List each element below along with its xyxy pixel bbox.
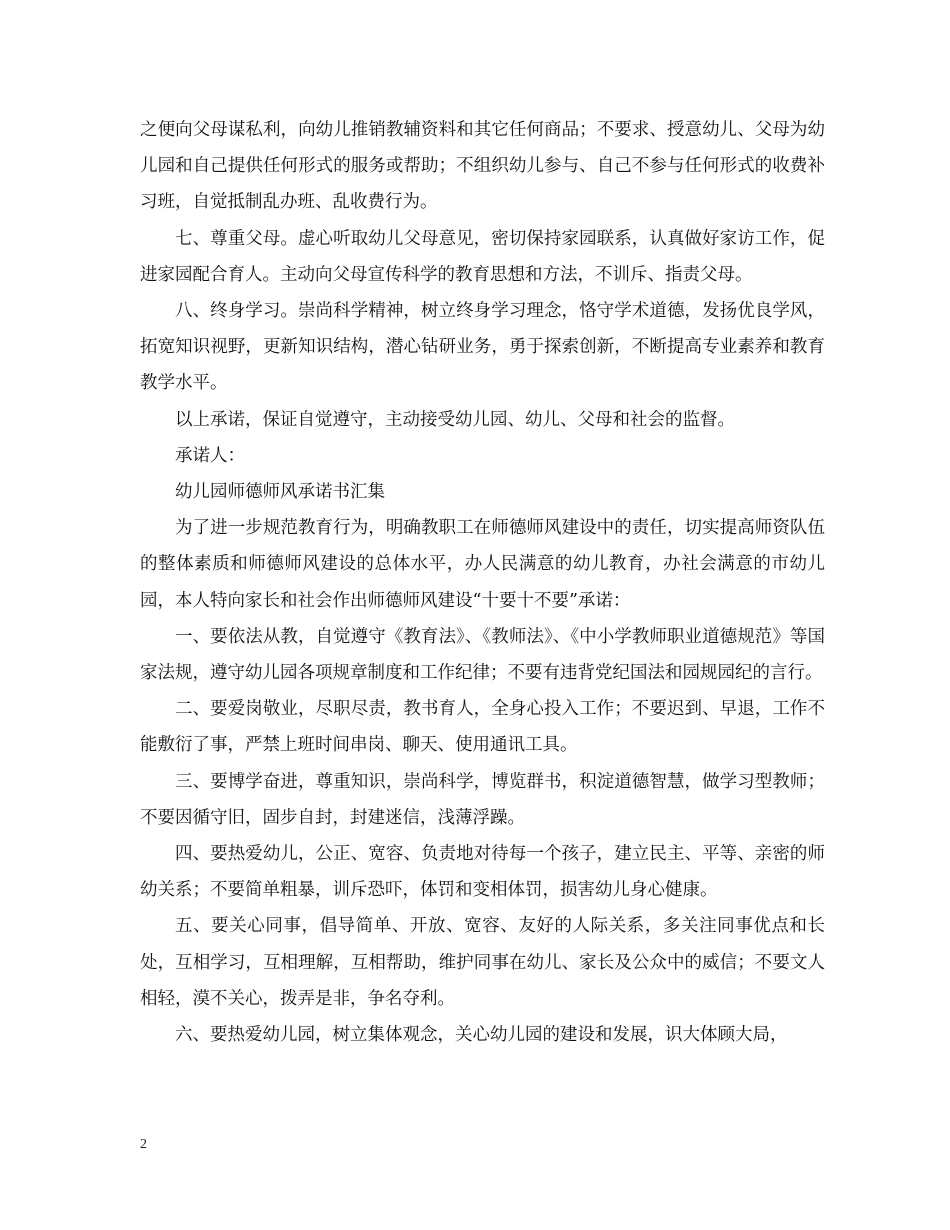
page-number: 2 <box>140 1137 147 1152</box>
paragraph: 一、要依法从教，自觉遵守《教育法》、《教师法》、《中小学教师职业道德规范》等国家法规，遵守幼儿园各项规章制度和工作纪律；不要有违背党纪国法和园规园纪的言行。 <box>140 626 825 684</box>
paragraph: 之便向父母谋私利，向幼儿推销教辅资料和其它任何商品；不要求、授意幼儿、父母为幼儿园和自己提供任何形式的服务或帮助；不组织幼儿参与、自己不参与任何形式的收费补习班，自觉抵制乱办班、乱收费行为。 <box>140 120 825 213</box>
document-body <box>140 112 825 1053</box>
paragraph: 承诺人： <box>175 445 245 466</box>
paragraph: 七、尊重父母。虚心听取幼儿父母意见，密切保持家园联系，认真做好家访工作，促进家园配合育人。主动向父母宣传科学的教育思想和方法，不训斥、指责父母。 <box>140 228 825 285</box>
paragraph: 幼儿园师德师风承诺书汇集 <box>175 482 385 503</box>
paragraph: 六、要热爱幼儿园，树立集体观念，关心幼儿园的建设和发展，识大体顾大局， <box>175 1025 788 1046</box>
paragraph: 八、终身学习。崇尚科学精神，树立终身学习理念，恪守学术道德，发扬优良学风，拓宽知识视野，更新知识结构，潜心钻研业务，勇于探索创新，不断提高专业素养和教育教学水平。 <box>140 301 825 394</box>
paragraph: 以上承诺，保证自觉遵守，主动接受幼儿园、幼儿、父母和社会的监督。 <box>175 409 735 430</box>
paragraph: 五、要关心同事，倡导简单、开放、宽容、友好的人际关系，多关注同事优点和长处，互相学习，互相理解，互相帮助，维护同事在幼儿、家长及公众中的威信；不要文人相轻，漠不关心，拨弄是非，争名夺利。 <box>140 916 825 1009</box>
paragraph: 四、要热爱幼儿，公正、宽容、负责地对待每一个孩子，建立民主、平等、亲密的师幼关系；不要简单粗暴，训斥恐吓，体罚和变相体罚，损害幼儿身心健康。 <box>140 844 825 901</box>
paragraph: 二、要爱岗敬业，尽职尽责，教书育人，全身心投入工作；不要迟到、早退，工作不能敷衍了事，严禁上班时间串岗、聊天、使用通讯工具。 <box>140 699 825 756</box>
paragraph: 为了进一步规范教育行为，明确教职工在师德师风建设中的责任，切实提高师资队伍的整体素质和师德师风建设的总体水平，办人民满意的幼儿教育，办社会满意的市幼儿园，本人特向家长和社会作出师德师风建设“十要十不要”承诺： <box>140 518 825 611</box>
paragraph: 三、要博学奋进，尊重知识，崇尚科学，博览群书，积淀道德智慧，做学习型教师；不要因循守旧，固步自封，封建迷信，浅薄浮躁。 <box>140 771 825 828</box>
